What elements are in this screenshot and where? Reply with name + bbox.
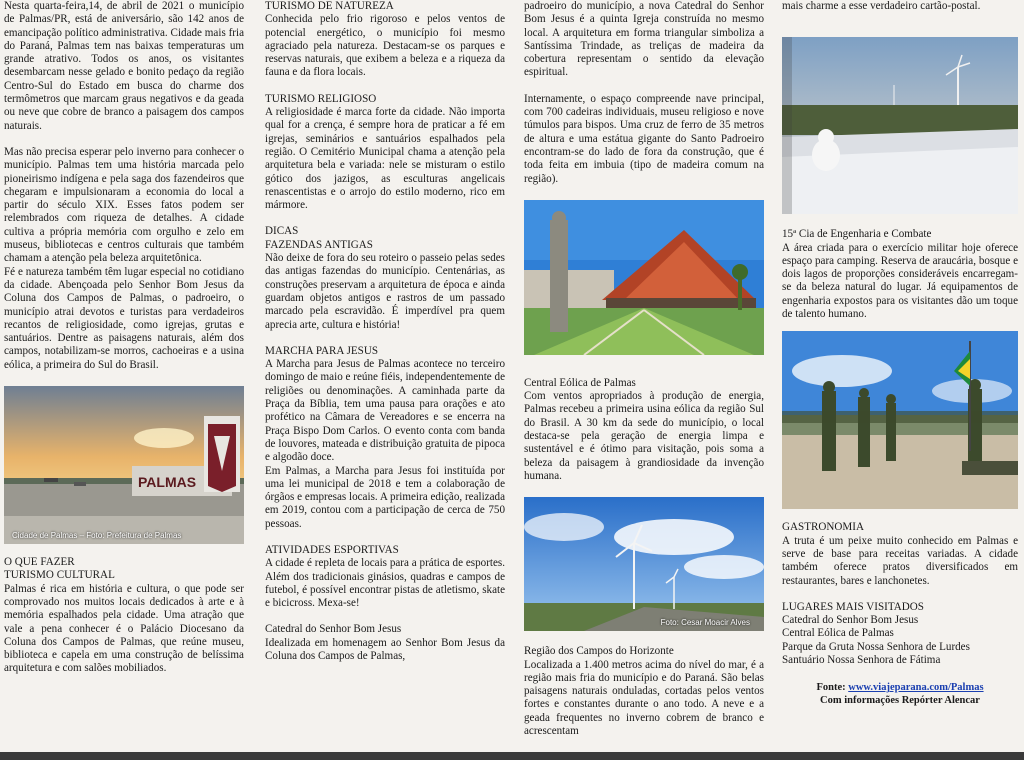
photo-militares xyxy=(782,331,1018,509)
photo-catedral xyxy=(524,200,764,355)
military-ceremony-illustration xyxy=(782,331,1018,509)
heading-dicas: DICAS xyxy=(265,225,299,238)
palmas-sunset-illustration xyxy=(4,386,244,544)
heading-turismo-cultural: TURISMO CULTURAL xyxy=(4,569,115,582)
paragraph-catedral: Idealizada em homenagem ao Senhor Bom Jesus da Coluna dos Campos de Palmas, xyxy=(265,636,505,663)
heading-o-que-fazer: O QUE FAZER xyxy=(4,556,75,569)
wind-farm-illustration xyxy=(524,497,764,631)
list-item-lugar: Catedral do Senhor Bom Jesus xyxy=(782,614,919,627)
paragraph-campos-horizonte: Localizada a 1.400 metros acima do nível do mar, é a região mais fria do município e do Paraná. São belas paisagens naturais onduladas, cortadas pelos ventos fortes e constantes durante o ano todo. A neve e a geada frequentes no inverno cobrem de branco e acrescentam xyxy=(524,658,764,738)
source-info: Com informações Repórter Alencar xyxy=(820,695,980,707)
paragraph-marcha-2: Em Palmas, a Marcha para Jesus foi instituída por uma lei municipal de 2018 e tem a colaboração de órgãos e empresas locais. A primeira edição, realizada em 2019, contou com a participação de cerca de 750 pessoas. xyxy=(265,464,505,530)
paragraph-catedral-interior: Internamente, o espaço compreende nave principal, com 700 cadeiras individuais, museu religioso e nove túmulos para bispos. Uma cruz de ferro de 35 metros de altura e uma estátua gigante do Santo Padroeiro encontram-se do lado de fora da construção, que é toda feita em imbuia (tipo de madeira comum na região). xyxy=(524,92,764,185)
heading-fazendas-antigas: FAZENDAS ANTIGAS xyxy=(265,238,373,251)
heading-catedral: Catedral do Senhor Bom Jesus xyxy=(265,623,402,636)
heading-atividades-esportivas: ATIVIDADES ESPORTIVAS xyxy=(265,543,399,556)
heading-marcha-para-jesus: MARCHA PARA JESUS xyxy=(265,344,379,357)
heading-campos-horizonte: Região dos Campos do Horizonte xyxy=(524,645,674,658)
heading-cia-engenharia: 15ª Cia de Engenharia e Combate xyxy=(782,228,932,241)
heading-gastronomia: GASTRONOMIA xyxy=(782,521,864,534)
paragraph-cia-engenharia: A área criada para o exercício militar hoje oferece espaço para camping. Reserva de araucária, bosque e dois lagos de proporções consideráveis encarregam-se da beleza natural do lugar. Já equipamentos de engenharia expostos para os visitantes dão um toque de talento humano. xyxy=(782,241,1018,321)
photo-neve xyxy=(782,37,1018,214)
heading-turismo-natureza: TURISMO DE NATUREZA xyxy=(265,0,394,12)
paragraph-turismo-religioso: A religiosidade é marca forte da cidade. Não importa qual for a crença, é sempre hora de praticar a fé em igrejas, seminários e santuários espalhados pela região. O Cemitério Municipal chama a atenção pela arquitetura bela e variada: nele se misturam o estilo gótico dos jazigos, as esculturas angelicais renascentistas e o arrojo do estilo moderno, rico em mármore. xyxy=(265,106,505,212)
column-3 xyxy=(524,0,764,752)
list-item-lugar: Central Eólica de Palmas xyxy=(782,627,894,640)
paragraph-catedral-cont: padroeiro do município, a nova Catedral do Senhor Bom Jesus é a quinta Igreja construída no mesmo local. A arquitetura em forma triangular simboliza a Santíssima Trindade, as treliças de madeira da cobertura representam o sentido da elevação espiritual. xyxy=(524,0,764,79)
heading-turismo-religioso: TURISMO RELIGIOSO xyxy=(265,92,377,105)
photo-eolica xyxy=(524,497,764,631)
paragraph-atividades-esportivas: A cidade é repleta de locais para a prática de esportes. Além dos tradicionais ginásios, quadras e campos de futebol, é possível encontrar pistas de atletismo, skate e bicicross. Mexa-se! xyxy=(265,557,505,610)
photo-credit: Cidade de Palmas – Foto: Prefeitura de Palmas xyxy=(12,531,182,541)
source-label: Fonte: xyxy=(816,682,846,694)
heading-central-eolica: Central Eólica de Palmas xyxy=(524,376,636,389)
heading-lugares-visitados: LUGARES MAIS VISITADOS xyxy=(782,600,924,613)
source-link[interactable]: www.viajeparana.com/Palmas xyxy=(848,682,984,694)
paragraph-gastronomia: A truta é um peixe muito conhecido em Palmas e serve de base para receitas variadas. A cidade também oferece pratos diversificados em restaurantes, bares e lanchonetes. xyxy=(782,534,1018,587)
source-line xyxy=(782,681,1018,694)
photo-credit-eolica: Foto: Cesar Moacir Alves xyxy=(660,618,750,628)
paragraph-history: Mas não precisa esperar pelo inverno para conhecer o município. Palmas tem uma história marcada pelo pioneirismo indígena e pela saga dos fazendeiros que chegaram e impulsionaram a economia do local a partir do século XIX. Esses fatos podem ser relembrados com riqueza de detalhes. A cidade cultiva a própria memória com orgulho e zelo em museus, bibliotecas e centros culturais que também chamam a atenção pela beleza arquitetônica. xyxy=(4,145,244,265)
paragraph-intro: Nesta quarta-feira,14, de abril de 2021 o município de Palmas/PR, está de aniversário, são 142 anos de emancipação político administrativa. Cidade mais fria do Paraná, Palmas tem nas baixas temperaturas um grande atrativo. Todos os anos, os visitantes desembarcam nesse gelado e bonito pedaço da região Centro-Sul do Estado em busca do charme dos termômetros que marcam graus negativos e da geada ou neve que cobre de branco a paisagem dos campos naturais. xyxy=(4,0,244,132)
column-4 xyxy=(782,0,1018,752)
list-item-lugar: Parque da Gruta Nossa Senhora de Lurdes xyxy=(782,640,970,653)
photo-palmas-sign xyxy=(4,386,244,544)
paragraph-cartao-postal: mais charme a esse verdadeiro cartão-postal. xyxy=(782,0,981,12)
bottom-bar xyxy=(0,752,1024,760)
list-item-lugar: Santuário Nossa Senhora de Fátima xyxy=(782,654,941,667)
catedral-illustration xyxy=(524,200,764,355)
paragraph-fazendas-antigas: Não deixe de fora do seu roteiro o passeio pelas sedes das antigas fazendas do município. Centenárias, as construções preservam a arquitetura de época e ainda guardam objetos antigos e rastros de um passado marcado pela escravidão. É imperdível pra quem aprecia arte, cultura e história! xyxy=(265,252,505,331)
column-1 xyxy=(4,0,244,752)
paragraph-marcha-1: A Marcha para Jesus de Palmas acontece no terceiro domingo de maio e reúne fiéis, independentemente de religiões ou denominações. A caminhada parte da Praça da Bíblia, tem uma pausa para orações e ato profético na Câmara de Vereadores e se encerra na Praça Bispo Dom Carlos. O evento conta com banda de louvores, mateada e distribuição gratuita de pipoca e algodão doce. xyxy=(265,358,505,464)
palmas-sign-text: PALMAS xyxy=(138,474,197,491)
paragraph-turismo-natureza: Conhecida pelo frio rigoroso e pelos ventos de potencial energético, o município foi mesmo agraciado pela natureza. Destacam-se os parques e reservas naturais, que exibem a beleza e a riqueza da fauna e da flora locais. xyxy=(265,13,505,79)
paragraph-faith: Fé e natureza também têm lugar especial no cotidiano da cidade. Abençoada pelo Senhor Bom Jesus da Coluna dos Campos de Palmas, o padroeiro, o município atrai devotos e turistas para verdadeiros recantos de religiosidade, como igrejas, grutas e santuários. Dentre as paisagens naturais, além dos campos, notabilizam-se morros, cachoeiras e a usina eólica, a primeira do Sul do Brasil. xyxy=(4,265,244,371)
snow-landscape-illustration xyxy=(782,37,1018,214)
paragraph-turismo-cultural: Palmas é rica em história e cultura, o que pode ser comprovado nos muitos locais dedicados à arte e à memória espalhados pela cidade. Uma atração que vale a pena conhecer é o Palácio Diocesano da Coluna dos Campos de Palmas, que reúne museu, biblioteca e capela em uma construção de belíssima arquitetura e com salões mobiliados. xyxy=(4,582,244,675)
paragraph-central-eolica: Com ventos apropriados à produção de energia, Palmas recebeu a primeira usina eólica da região Sul do Brasil. A 30 km da sede do município, o local destaca-se pela geração de energia limpa e sustentável e é ótimo para visitação, pois soma a beleza da paisagem à grandiosidade da invenção humana. xyxy=(524,390,764,482)
column-2 xyxy=(265,0,505,752)
